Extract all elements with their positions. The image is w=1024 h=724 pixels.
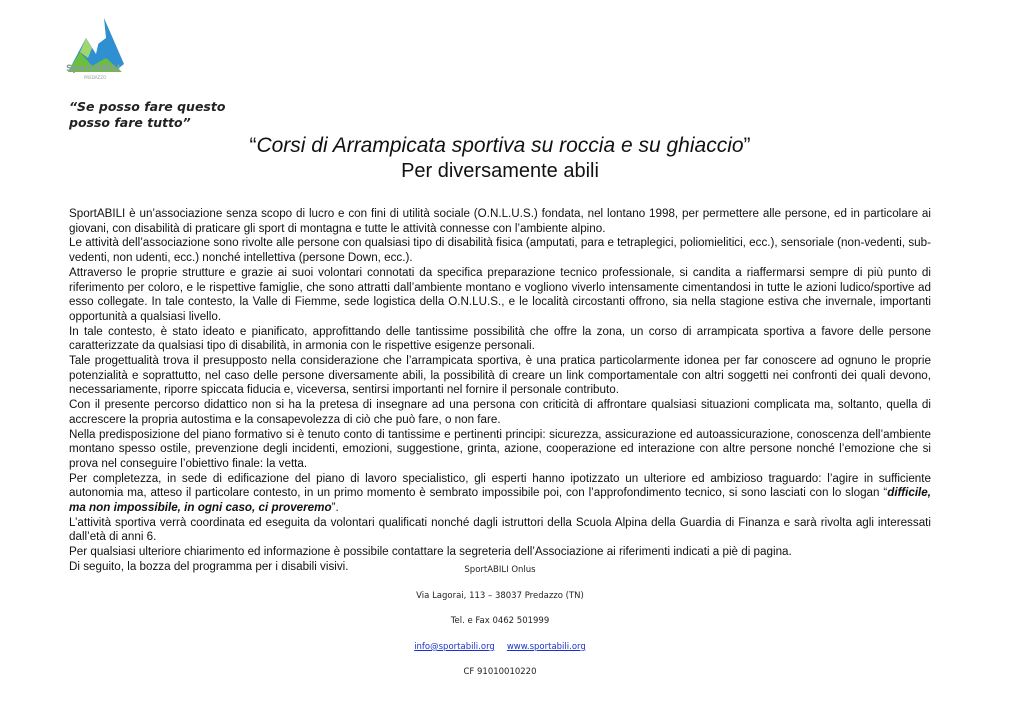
logo-brand-text: SportABILI bbox=[66, 64, 121, 74]
footer-cf: CF 91010010220 bbox=[463, 667, 537, 678]
document-body bbox=[69, 207, 931, 575]
body-paragraph-1: SportABILI è un’associazione senza scopo di lucro e con fini di utilità sociale (O.N.L.U.S.) fondata, nel lontano 1998, per permettere alle persone, ed in particolare ai giovani, con disabilità di praticare gli sport di montagna e tutte le attività connesse con l’ambiente alpino. bbox=[69, 207, 931, 235]
slogan-text: difficile, ma non impossibile, in ogni caso, ci proveremo bbox=[69, 486, 931, 515]
body-paragraph-10: Per qualsiasi ulteriore chiarimento ed informazione è possibile contattare la segreteria dell’Associazione ai riferimenti indicati a piè di pagina. bbox=[69, 545, 792, 559]
body-paragraph-5: Tale progettualità trova il presupposto nella considerazione che l’arrampicata sportiva, è una pratica particolarmente idonea per far conoscere ad ognuno le proprie potenzialità e soprattutto, nel caso delle persone diversamente abili, la possibilità di creare un link comportamentale con altri soggetti nei confronti dei quali devono, necessariamente, riporre spiccata fiducia e, viceversa, sentirsi importanti nel fornire il personale contributo. bbox=[69, 354, 931, 397]
motto bbox=[69, 99, 225, 131]
page-footer bbox=[0, 563, 1000, 691]
logo-sub-text: PREDAZZO bbox=[84, 75, 107, 80]
p8-text-after: ”. bbox=[331, 501, 339, 515]
footer-website-link[interactable]: www.sportabili.org bbox=[506, 641, 586, 652]
body-paragraph-7: Nella predisposizione del piano formativo si è tenuto conto di tantissime e pertinenti principi: sicurezza, assicurazione ed autoassicurazione, conoscenza dell’ambiente montano spesso ostile, prevenzione degli incidenti, emozioni, suggestione, grinta, azione, cooperazione ed interazione con altre persone nonché l’emozione che si prova nel conseguire l’obiettivo finale: la vetta. bbox=[69, 427, 931, 470]
footer-phone: Tel. e Fax 0462 501999 bbox=[450, 616, 550, 627]
body-paragraph-2: Le attività dell’associazione sono rivolte alle persone con qualsiasi tipo di disabilità fisica (amputati, para e tetraplegici, poliomielitici, ecc.), sensoriale (non-vedenti, sub-vedenti, non udenti, ecc.) nonché intellettiva (persone Down, ecc.). bbox=[69, 236, 931, 265]
footer-links bbox=[0, 640, 1000, 666]
footer-address: Via Lagorai, 113 – 38037 Predazzo (TN) bbox=[416, 590, 584, 601]
document-subtitle: Per diversamente abili bbox=[401, 160, 599, 182]
motto-line-1: “Se posso fare questo bbox=[69, 99, 226, 114]
title-text: Corsi di Arrampicata sportiva su roccia e su ghiaccio bbox=[256, 134, 744, 157]
p8-text-before: Per completezza, in sede di edificazione del piano di lavoro specialistico, gli esperti hanno ipotizzato un ulteriore ed ambizioso traguardo: l’agire in sufficiente autonomia ma, atteso il particolare contesto, in un primo momento è sembrato impossibile poi, con l’approfondimento tecnico, si sono lasciati con lo slogan “ bbox=[69, 471, 931, 500]
body-paragraph-6: Con il presente percorso didattico non si ha la pretesa di insegnare ad una persona con criticità di affrontare qualsiasi situazioni complicata ma, soltanto, quella di accrescere la propria autostima e la consapevolezza di ciò che può fare, o non fare. bbox=[69, 398, 931, 426]
footer-email-link[interactable]: info@sportabili.org bbox=[414, 641, 495, 652]
body-paragraph-3: Attraverso le proprie strutture e grazie ai suoi volontari connotati da specifica preparazione tecnico professionale, si candita a riaffermarsi sempre di più punto di riferimento per coloro, e le rispettive famiglie, che sono attratti dall’ambiente montano e vogliono viverlo intensamente cimentandosi in tutte le azioni ludico/sportive ad esso collegate. In tale contesto, la Valle di Fiemme, sede logistica della O.N.LU.S., e le località circostanti offrono, sia nella stagione estiva che invernale, importanti opportunità a qualsiasi livello. bbox=[69, 265, 931, 323]
body-paragraph-4: In tale contesto, è stato ideato e pianificato, approfittando delle tantissime possibilità che offre la zona, un corso di arrampicata sportiva a favore delle persone caratterizzate da qualsiasi tipo di disabilità, in armonia con le rispettive esigenze personali. bbox=[69, 324, 931, 353]
footer-org: SportABILI Onlus bbox=[464, 565, 536, 575]
body-paragraph-11: Di seguito, la bozza del programma per i disabili visivi. bbox=[69, 559, 349, 573]
body-paragraph-9: L’attività sportiva verrà coordinata ed eseguita da volontari qualificati nonché dagli istruttori della Scuola Alpina della Guardia di Finanza e sarà rivolta agli interessati dall’età di anni 6. bbox=[69, 515, 931, 544]
motto-line-2: posso fare tutto” bbox=[69, 115, 191, 130]
body-paragraph-8 bbox=[69, 472, 931, 516]
title-close-quote: ” bbox=[743, 134, 751, 157]
document-title bbox=[0, 133, 1000, 159]
title-open-quote: “ bbox=[249, 134, 257, 157]
